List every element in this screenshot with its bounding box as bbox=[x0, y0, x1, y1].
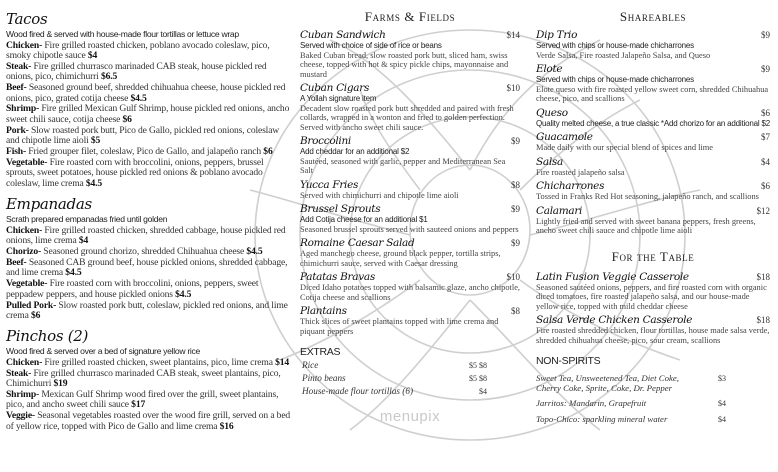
drink-row bbox=[536, 415, 726, 425]
item-price: $4 bbox=[761, 156, 770, 167]
item-name: Veggie- bbox=[6, 410, 35, 422]
item-description: Tossed in Franks Red Hot seasoning, jalapeño ranch, and scallions bbox=[536, 192, 759, 201]
item-price: $18 bbox=[756, 315, 770, 325]
for_the_table-item bbox=[536, 271, 770, 312]
item-name: Pulled Pork- bbox=[6, 299, 57, 311]
item-description: Fire grilled Mexican Gulf Shrimp, house pickled red onions, ancho sweet chili sauce, cotija cheese bbox=[6, 103, 290, 125]
item-price: $6 bbox=[263, 146, 273, 158]
item-description: Slow roasted pork butt, coleslaw, pickled red onions, and lime crema bbox=[6, 299, 288, 321]
extras-heading: EXTRAS bbox=[300, 346, 341, 358]
shareables-item bbox=[536, 63, 770, 104]
pinchos-heading: Pinchos (2) bbox=[6, 327, 89, 346]
tacos-item bbox=[6, 158, 292, 189]
item-name: Shrimp- bbox=[6, 389, 40, 401]
item-description: Slow roasted pork butt, Pico de Gallo, pickled red onions, coleslaw and chipotle lime aioli bbox=[6, 124, 280, 147]
item-description: Thick slices of sweet plantains topped with lime crema and piquant peppers bbox=[300, 317, 499, 336]
drink-price: $3 bbox=[718, 374, 726, 383]
item-description: Seasoned brussel sprouts served with sauteed onions and peppers bbox=[300, 224, 519, 234]
item-price: $17 bbox=[131, 399, 146, 411]
item-name: Patatas Bravas bbox=[300, 271, 375, 283]
item-description: Seasoned ground beef, shredded chihuahua cheese, house pickled red onions, pico, grated cotija cheese bbox=[6, 82, 286, 104]
item-price: $4.5 bbox=[175, 288, 192, 300]
extra-price: $5 $8 bbox=[469, 374, 487, 383]
item-name: Chicken- bbox=[6, 356, 43, 368]
item-note: Served with chips or house-made chicharrones bbox=[536, 41, 694, 50]
item-price: $8 bbox=[511, 179, 520, 190]
item-price: $4.5 bbox=[85, 177, 103, 189]
shareables-item bbox=[536, 205, 770, 236]
extra-name: House-made flour tortillas (6) bbox=[302, 386, 414, 396]
item-name: Salsa bbox=[536, 155, 563, 168]
item-name: Dip Trio bbox=[536, 29, 578, 41]
item-name: Beef- bbox=[6, 82, 27, 94]
item-description: Fire roasted jalapeño salsa bbox=[536, 167, 625, 177]
farms_fields-item bbox=[300, 135, 520, 176]
item-description: Fire grilled churrasco marinaded CAB steak, sweet plantains, pico, Chimichurri bbox=[6, 367, 281, 390]
pinchos-item bbox=[6, 390, 292, 411]
item-description: Seasoned sautéed onions, peppers, and fire roasted corn with organic diced tomatoes, fire roasted jalapeño salsa, and our house-made yellow rice, topped with mild cheddar cheese bbox=[536, 282, 767, 311]
tacos-item bbox=[6, 126, 292, 147]
farms_fields-item bbox=[300, 237, 520, 268]
extras-row bbox=[302, 385, 487, 398]
item-description: Fire grilled roasted chicken, poblano avocado coleslaw, pico, smoky chipotle sauce bbox=[6, 39, 270, 61]
item-price: $4.5 bbox=[65, 267, 82, 279]
item-name: Queso bbox=[536, 106, 568, 119]
item-description: Mexican Gulf Shrimp wood fired over the grill, sweet plantains, pico, and ancho sweet chili sauce bbox=[6, 389, 279, 411]
item-note: A Yollah signature item bbox=[300, 94, 377, 103]
pinchos-tagline: Wood fired & served over a bed of signature yellow rice bbox=[6, 346, 200, 357]
item-price: $9 bbox=[511, 204, 520, 214]
item-name: Guacamole bbox=[536, 131, 593, 143]
for_the_table-item bbox=[536, 314, 770, 345]
item-price: $4.5 bbox=[246, 246, 263, 257]
empanadas-heading: Empanadas bbox=[6, 195, 92, 214]
left-column bbox=[6, 10, 292, 432]
item-name: Vegetable- bbox=[6, 278, 48, 290]
item-name: Pork- bbox=[6, 124, 29, 136]
item-name: Steak- bbox=[6, 60, 32, 72]
item-price: $14 bbox=[506, 30, 520, 40]
item-price: $6 bbox=[761, 181, 770, 191]
item-description: Aged manchego cheese, ground black pepper, tortilla strips, chimichurri sauce, served with Caesar dressing bbox=[300, 249, 501, 268]
item-name: Chorizo- bbox=[6, 246, 42, 257]
extras-row bbox=[302, 372, 487, 385]
item-name: Latin Fusion Veggie Casserole bbox=[536, 270, 689, 283]
item-price: $16 bbox=[219, 420, 234, 432]
item-name: Romaine Caesar Salad bbox=[300, 237, 415, 249]
item-name: Shrimp- bbox=[6, 103, 40, 115]
item-description: Baked Cuban bread, slow roasted pork butt, sliced ham, swiss cheese, topped with hot & spicy pickle chips, mayonnaise and mustard bbox=[300, 50, 509, 79]
shareables-item bbox=[536, 180, 770, 202]
item-note: Served with chips or house-made chicharrones bbox=[536, 75, 694, 84]
item-description: Served with chimichurri and chipotle lime aioli bbox=[300, 190, 459, 200]
item-price: $4 bbox=[78, 235, 89, 247]
item-price: $9 bbox=[511, 136, 520, 146]
pinchos-item bbox=[6, 411, 292, 432]
item-note: Quality melted cheese, a true classic *Add chorizo for an additional $2 bbox=[536, 118, 770, 128]
shareables-item bbox=[536, 131, 770, 153]
item-note: Add cheddar for an additional $2 bbox=[300, 147, 410, 156]
item-description: Fire grilled roasted chicken, shredded cabbage, house pickled red onions, lime crema bbox=[6, 224, 286, 247]
shareables-heading: Shareables bbox=[619, 9, 687, 24]
item-description: Fried grouper filet, coleslaw, Pico de Gallo, and jalapeño ranch bbox=[28, 146, 262, 158]
item-description: Elote queso with fire roasted yellow sweet corn, shredded Chihuahua cheese, pico, and scallions bbox=[536, 84, 769, 103]
item-price: $12 bbox=[756, 205, 770, 216]
item-name: Plantains bbox=[300, 305, 347, 317]
extra-name: Rice bbox=[302, 360, 319, 370]
extras-row bbox=[302, 359, 487, 372]
item-price: $9 bbox=[511, 238, 520, 248]
item-price: $10 bbox=[506, 83, 520, 93]
extra-price: $4 bbox=[479, 387, 487, 396]
item-price: $14 bbox=[275, 356, 290, 368]
item-description: Fire roasted corn with broccolini, onions, peppers, sweet peppadew peppers, and house pickled onions bbox=[6, 278, 259, 300]
empanadas-item bbox=[6, 247, 292, 257]
item-name: Yucca Fries bbox=[300, 178, 359, 191]
tacos-item bbox=[6, 41, 292, 62]
item-description: Fire grilled roasted chicken, sweet plantains, pico, lime crema bbox=[44, 356, 273, 368]
item-price: $4 bbox=[87, 49, 98, 61]
item-price: $10 bbox=[506, 272, 520, 282]
farms_fields-item bbox=[300, 305, 520, 336]
farms_fields-item bbox=[300, 203, 520, 234]
item-price: $5 bbox=[90, 135, 101, 147]
item-price: $6 bbox=[30, 309, 41, 321]
empanadas-item bbox=[6, 226, 292, 247]
item-price: $6 bbox=[122, 113, 132, 125]
tacos-item bbox=[6, 62, 292, 83]
item-description: Verde Salsa, Fire roasted Jalapeño Salsa, and Queso bbox=[536, 50, 711, 60]
empanadas-item bbox=[6, 279, 292, 300]
tacos-item bbox=[6, 83, 292, 104]
tacos-item bbox=[6, 104, 292, 125]
right-column bbox=[536, 6, 770, 424]
item-name: Salsa Verde Chicken Casserole bbox=[536, 314, 693, 326]
shareables-item bbox=[536, 29, 770, 60]
item-price: $4.5 bbox=[130, 92, 147, 104]
for-the-table-heading: For the Table bbox=[611, 248, 695, 264]
item-description: Decadent slow roasted pork butt shredded and paired with fresh collards, wrapped in a wonton and fried to golden perfection. Served with ancho sweet chili sauce. bbox=[300, 103, 514, 132]
extra-name: Pinto beans bbox=[302, 373, 346, 383]
item-name: Cuban Cigars bbox=[300, 82, 370, 94]
item-name: Chicken- bbox=[6, 39, 43, 51]
item-note: Served with choice of side of rice or beans bbox=[300, 41, 442, 50]
item-description: Fire roasted shredded chicken, flour tortillas, house made salsa verde, shredded chihuahua cheese, pico, sour cream, scallions bbox=[536, 326, 770, 345]
non-spirits-heading: NON-SPIRITS bbox=[536, 355, 601, 367]
middle-column bbox=[300, 6, 520, 426]
item-name: Vegetable- bbox=[6, 156, 48, 168]
item-description: Fire grilled churrasco marinaded CAB steak, house pickled red onions, pico, chimichurri bbox=[6, 60, 267, 83]
empanadas-item bbox=[6, 301, 292, 322]
item-description: Diced Idaho potatoes topped with balsamic glaze, ancho chipotle, Cotija cheese and scallions bbox=[300, 283, 521, 302]
item-name: Calamari bbox=[536, 204, 583, 217]
item-name: Brussel Sprouts bbox=[300, 203, 381, 215]
item-name: Elote bbox=[536, 63, 563, 75]
item-price: $9 bbox=[761, 30, 770, 40]
item-description: Lightly fried and served with sweet banana peppers, fresh greens, ancho sweet chili sauce and chipotle lime aioli bbox=[536, 216, 756, 235]
pinchos-item bbox=[6, 369, 292, 390]
drink-name: Topo-Chico: sparkling mineral water bbox=[536, 413, 668, 424]
farms-fields-heading: Farms & Fields bbox=[364, 9, 456, 24]
item-price: $9 bbox=[761, 64, 770, 74]
item-description: Sautéed, seasoned with garlic, pepper and Mediterranean Sea Salt bbox=[300, 156, 506, 175]
item-name: Steak- bbox=[6, 367, 32, 379]
item-description: Seasoned ground chorizo, shredded Chihuahua cheese bbox=[43, 246, 245, 257]
item-description: Seasoned CAB ground beef, house pickled onions, shredded cabbage, and lime crema bbox=[6, 256, 288, 279]
shareables-item bbox=[536, 107, 770, 129]
item-description: Fire roasted corn with broccolini, onions, peppers, brussel sprouts, sweet potatoes, house pickled red onions & poblano avocado coleslaw, lime crema bbox=[6, 156, 264, 189]
watermark: menupix bbox=[379, 408, 441, 425]
item-price: $18 bbox=[756, 271, 770, 282]
item-name: Fish- bbox=[6, 146, 27, 158]
item-price: $8 bbox=[511, 306, 520, 316]
item-description: Made daily with our special blend of spices and lime bbox=[536, 143, 713, 152]
farms_fields-item bbox=[300, 29, 520, 79]
drink-row bbox=[536, 399, 726, 409]
item-price: $6.5 bbox=[100, 71, 118, 83]
item-name: Chicharrones bbox=[536, 180, 605, 192]
tacos-item bbox=[6, 147, 292, 157]
item-price: $7 bbox=[761, 132, 770, 142]
extra-price: $5 $8 bbox=[469, 361, 487, 370]
item-name: Broccolini bbox=[300, 135, 351, 147]
drink-name: Sweet Tea, Unsweetened Tea, Diet Coke, Cherry Coke, Sprite, Coke, Dr. Pepper bbox=[536, 373, 680, 393]
empanadas-tagline: Scrath prepared empanadas fried until golden bbox=[6, 214, 168, 225]
drink-price: $4 bbox=[718, 399, 726, 409]
shareables-item bbox=[536, 156, 770, 178]
farms_fields-item bbox=[300, 271, 520, 302]
item-name: Beef- bbox=[6, 256, 27, 268]
empanadas-item bbox=[6, 258, 292, 279]
tacos-heading: Tacos bbox=[6, 10, 48, 28]
pinchos-item bbox=[6, 358, 292, 368]
item-note: Add Cotija cheese for an additional $1 bbox=[300, 215, 428, 224]
item-price: $19 bbox=[53, 378, 68, 390]
item-name: Chicken- bbox=[6, 224, 43, 236]
item-name: Cuban Sandwich bbox=[300, 29, 386, 41]
farms_fields-item bbox=[300, 179, 520, 201]
item-price: $6 bbox=[761, 107, 770, 118]
drink-price: $4 bbox=[718, 414, 726, 424]
drink-name: Jarritos: Mandarin, Grapefruit bbox=[536, 398, 647, 409]
farms_fields-item bbox=[300, 82, 520, 132]
tacos-tagline: Wood fired & served with house-made flour tortillas or lettuce wrap bbox=[6, 29, 239, 39]
drink-row bbox=[536, 374, 726, 393]
item-description: Seasonal vegetables roasted over the wood fire grill, served on a bed of yellow rice, topped with Pico de Gallo and lime crema bbox=[6, 410, 291, 432]
